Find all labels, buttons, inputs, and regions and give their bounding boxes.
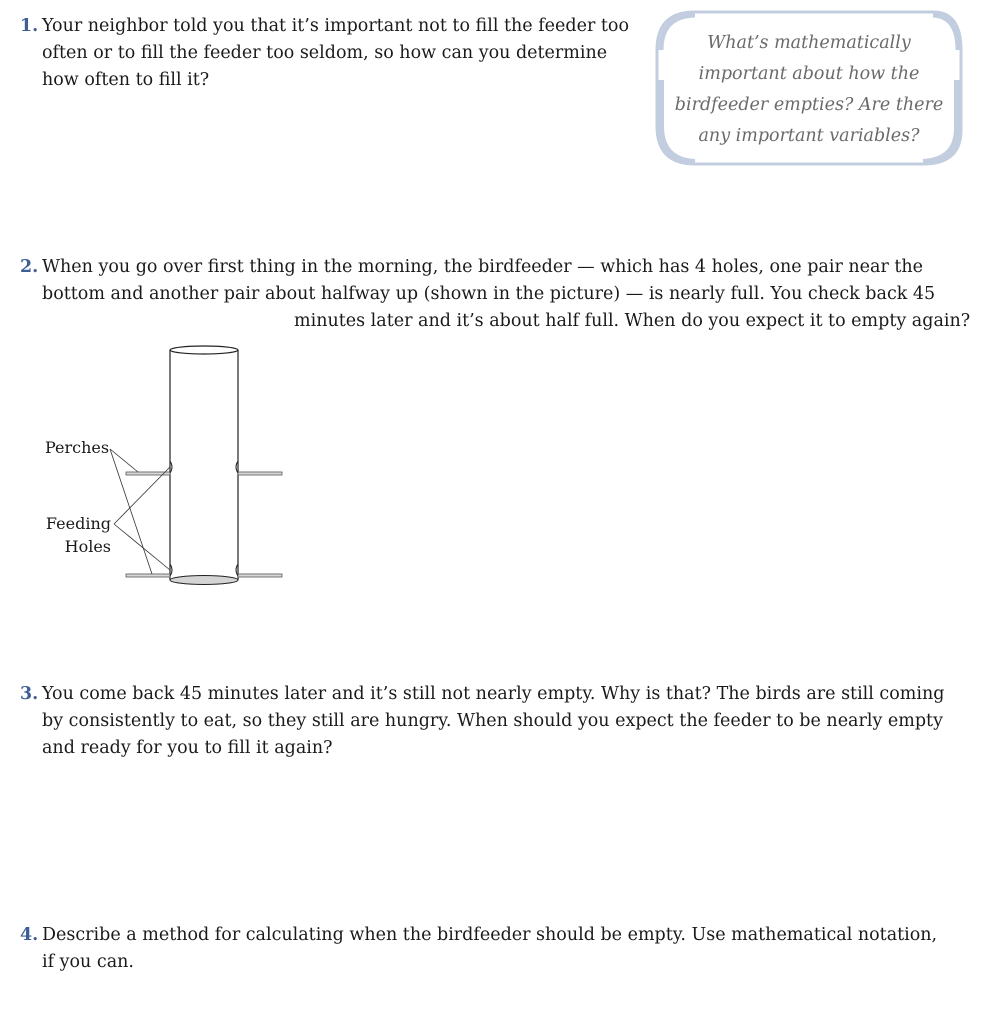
question-text-line: You come back 45 minutes later and it’s still not nearly empty. Why is that? The birds are still coming xyxy=(42,684,945,704)
perches-label xyxy=(45,436,109,459)
question-text-line: and ready for you to fill it again? xyxy=(42,738,333,758)
feeding-holes-label xyxy=(45,512,111,558)
callout-text xyxy=(655,28,963,152)
question-3 xyxy=(20,681,970,762)
callout-line: important about how the xyxy=(698,64,920,84)
question-text-line: Your neighbor told you that it’s important not to fill the feeder too xyxy=(42,16,629,36)
question-number: 1. xyxy=(20,16,39,36)
question-number: 2. xyxy=(20,257,39,277)
question-text-line: by consistently to eat, so they still are hungry. When should you expect the feeder to be nearly empty xyxy=(42,711,943,731)
question-number: 3. xyxy=(20,684,39,704)
feeding-holes-label-line: Feeding xyxy=(45,514,111,533)
feeding-holes-label-line: Holes xyxy=(64,537,111,556)
question-4 xyxy=(20,922,970,976)
question-text-line: how often to fill it? xyxy=(42,70,210,90)
question-text-line: minutes later and it’s about half full. When do you expect it to empty again? xyxy=(294,311,971,331)
callout-line: What’s mathematically xyxy=(707,33,911,53)
callout-line: any important variables? xyxy=(698,126,920,146)
question-2 xyxy=(20,254,970,335)
question-text-line: bottom and another pair about halfway up (shown in the picture) — is nearly full. You check back 45 xyxy=(42,284,936,304)
perches-label-text: Perches xyxy=(45,438,110,457)
birdfeeder-figure xyxy=(40,340,300,590)
question-number: 4. xyxy=(20,925,39,945)
question-text-line: often or to fill the feeder too seldom, so how can you determine xyxy=(42,43,608,63)
hint-callout xyxy=(655,10,963,166)
question-text-line: When you go over first thing in the morning, the birdfeeder — which has 4 holes, one pair near the xyxy=(42,257,924,277)
question-text-line: if you can. xyxy=(42,952,134,972)
question-1 xyxy=(20,13,650,94)
question-text-line: Describe a method for calculating when the birdfeeder should be empty. Use mathematical notation, xyxy=(42,925,938,945)
callout-line: birdfeeder empties? Are there xyxy=(674,95,944,115)
